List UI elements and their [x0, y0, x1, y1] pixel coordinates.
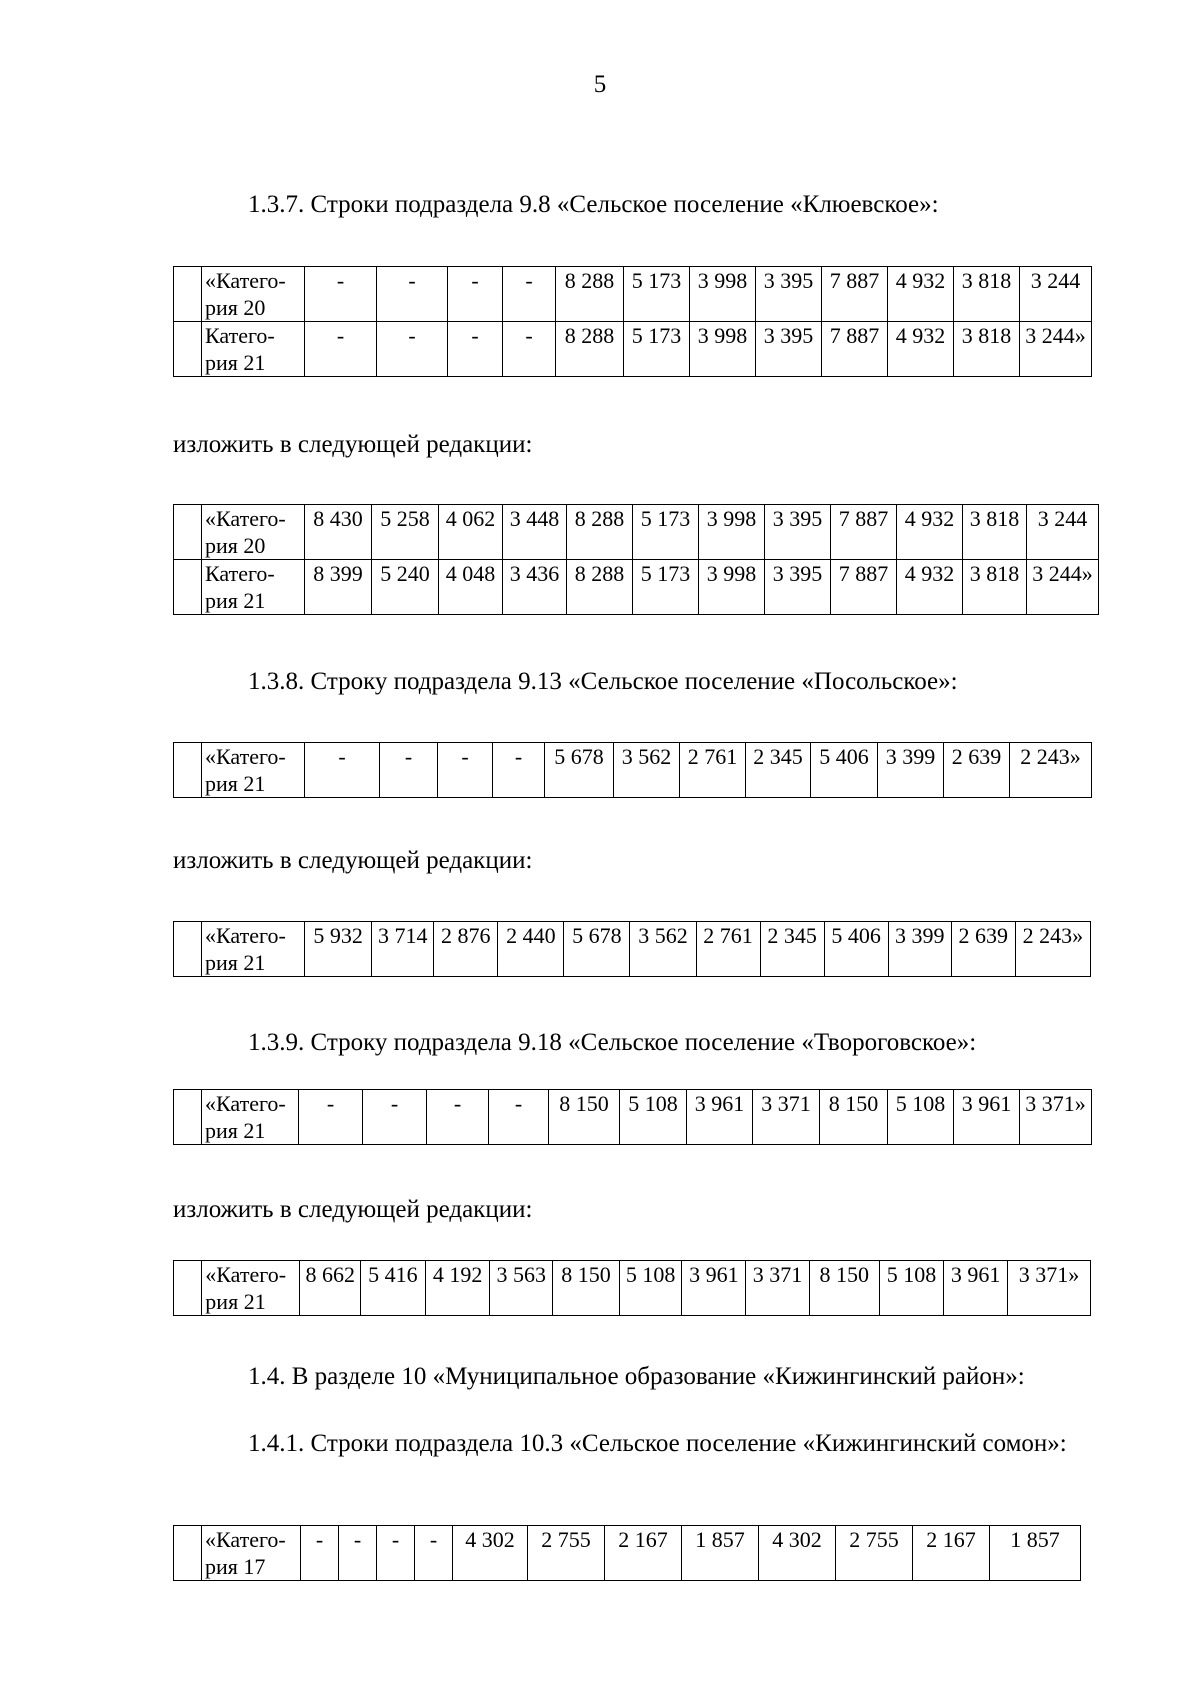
value-cell: 5 173 [633, 505, 699, 560]
value-cell: 3 395 [756, 322, 822, 377]
table-body [174, 1090, 1092, 1145]
value-cell: 1 857 [990, 1526, 1081, 1581]
section-heading-1-3-9: 1.3.9. Строку подраздела 9.18 «Сельское поселение «Твороговское»: [248, 1029, 977, 1056]
value-cell: 2 440 [498, 922, 564, 977]
value-cell: 8 288 [556, 267, 624, 322]
table-row [174, 560, 1099, 615]
value-cell: 2 345 [746, 743, 811, 798]
value-cell: - [380, 743, 438, 798]
value-cell: 3 961 [687, 1090, 753, 1145]
section-heading-1-3-7: 1.3.7. Строки подраздела 9.8 «Сельское поселение «Клюевское»: [248, 191, 939, 218]
value-cell: 2 761 [696, 922, 760, 977]
value-cell: 4 048 [439, 560, 503, 615]
value-cell: - [503, 267, 556, 322]
blank-cell [174, 505, 202, 560]
value-cell: - [377, 1526, 415, 1581]
value-cell: - [489, 1090, 549, 1145]
value-cell: - [305, 322, 377, 377]
value-cell: 3 961 [954, 1090, 1020, 1145]
value-cell: - [448, 267, 503, 322]
category-label-line: «Катего- [205, 1262, 287, 1287]
section-heading-1-3-8: 1.3.8. Строку подраздела 9.13 «Сельское поселение «Посольское»: [248, 668, 958, 695]
value-cell: 3 961 [682, 1261, 746, 1316]
table-body [174, 1261, 1091, 1316]
value-cell: 8 150 [809, 1261, 879, 1316]
category-label-line: рия 17 [205, 1554, 266, 1579]
value-cell: 3 998 [690, 322, 756, 377]
value-cell: - [377, 267, 448, 322]
table-row [174, 743, 1092, 798]
value-cell: 3 714 [372, 922, 434, 977]
value-cell: 5 678 [545, 743, 614, 798]
blank-cell [174, 560, 202, 615]
value-cell: 3 371» [1008, 1261, 1091, 1316]
value-cell: 3 371 [753, 1090, 820, 1145]
category-label-cell [202, 1526, 301, 1581]
value-cell: 8 430 [305, 505, 372, 560]
table-body [174, 267, 1092, 377]
value-cell: 3 371 [746, 1261, 810, 1316]
blank-cell [174, 1090, 202, 1145]
replace-instruction: изложить в следующей редакции: [173, 847, 533, 874]
category-label-line: «Катего- [205, 923, 286, 948]
value-cell: 2 755 [836, 1526, 913, 1581]
category-label-cell [202, 322, 305, 377]
category-label-line: рия 21 [205, 1118, 266, 1143]
table-1-3-8-old [173, 742, 1092, 798]
value-cell: 7 887 [831, 505, 897, 560]
value-cell: 3 395 [765, 560, 831, 615]
value-cell: 5 240 [372, 560, 439, 615]
blank-cell [174, 922, 202, 977]
value-cell: 2 243» [1010, 743, 1092, 798]
value-cell: 5 258 [372, 505, 439, 560]
table-1-3-9-new [173, 1260, 1091, 1316]
table-row [174, 322, 1092, 377]
value-cell: 3 563 [490, 1261, 553, 1316]
value-cell: - [377, 322, 448, 377]
value-cell: 2 876 [434, 922, 498, 977]
category-label-cell [202, 1261, 300, 1316]
table-body [174, 743, 1092, 798]
value-cell: 5 108 [888, 1090, 954, 1145]
value-cell: 3 562 [614, 743, 680, 798]
value-cell: - [427, 1090, 489, 1145]
replace-instruction: изложить в следующей редакции: [173, 1196, 533, 1223]
value-cell: 5 932 [305, 922, 372, 977]
table-row [174, 267, 1092, 322]
table-row [174, 1090, 1092, 1145]
value-cell: 7 887 [831, 560, 897, 615]
value-cell: 2 167 [913, 1526, 990, 1581]
value-cell: 8 150 [553, 1261, 620, 1316]
paragraph-1-4-1: 1.4.1. Строки подраздела 10.3 «Сельское поселение «Кижингинский сомон»: [248, 1430, 1067, 1457]
value-cell: - [301, 1526, 339, 1581]
value-cell: 3 998 [690, 267, 756, 322]
value-cell: 7 887 [822, 322, 888, 377]
value-cell: - [503, 322, 556, 377]
category-label-line: Катего- [205, 561, 275, 586]
table-body [174, 505, 1099, 615]
value-cell: 5 108 [619, 1261, 682, 1316]
value-cell: 7 887 [822, 267, 888, 322]
category-label-line: «Катего- [205, 268, 286, 293]
category-label-line: «Катего- [205, 1527, 286, 1552]
category-label-line: рия 21 [205, 350, 266, 375]
table-1-3-9-old [173, 1089, 1092, 1145]
value-cell: 4 932 [897, 560, 963, 615]
value-cell: 2 639 [951, 922, 1015, 977]
blank-cell [174, 267, 202, 322]
value-cell: 8 662 [300, 1261, 361, 1316]
category-label-line: рия 21 [205, 588, 266, 613]
value-cell: 4 062 [439, 505, 503, 560]
category-label-line: рия 21 [205, 950, 266, 975]
value-cell: 3 998 [699, 560, 765, 615]
value-cell: 2 167 [605, 1526, 682, 1581]
value-cell: - [305, 743, 380, 798]
category-label-line: «Катего- [205, 1091, 286, 1116]
value-cell: 3 961 [944, 1261, 1008, 1316]
table-1-3-8-new [173, 921, 1091, 977]
value-cell: 5 173 [624, 322, 690, 377]
value-cell: 8 150 [820, 1090, 888, 1145]
table-row [174, 1261, 1091, 1316]
value-cell: 3 371» [1020, 1090, 1092, 1145]
value-cell: - [415, 1526, 453, 1581]
category-label-line: рия 21 [205, 1289, 266, 1314]
replace-instruction: изложить в следующей редакции: [173, 431, 533, 458]
value-cell: 3 818 [963, 560, 1027, 615]
value-cell: 3 818 [954, 322, 1020, 377]
category-label-cell [202, 1090, 299, 1145]
category-label-line: «Катего- [205, 744, 286, 769]
value-cell: - [363, 1090, 427, 1145]
value-cell: 3 244 [1020, 267, 1092, 322]
value-cell: 3 244» [1020, 322, 1092, 377]
value-cell: - [448, 322, 503, 377]
page-number: 5 [593, 71, 607, 98]
value-cell: 4 932 [897, 505, 963, 560]
value-cell: 3 395 [756, 267, 822, 322]
value-cell: 5 406 [811, 743, 878, 798]
value-cell: 4 302 [453, 1526, 528, 1581]
value-cell: 5 108 [620, 1090, 687, 1145]
table-row [174, 1526, 1081, 1581]
value-cell: 8 288 [567, 505, 633, 560]
value-cell: 3 998 [699, 505, 765, 560]
category-label-line: «Катего- [205, 506, 286, 531]
value-cell: 8 150 [549, 1090, 620, 1145]
paragraph-1-4: 1.4. В разделе 10 «Муниципальное образование «Кижингинский район»: [248, 1363, 1025, 1390]
value-cell: 3 399 [888, 922, 951, 977]
table-1-4-1-old [173, 1525, 1081, 1581]
table-body [174, 922, 1091, 977]
value-cell: 2 243» [1015, 922, 1090, 977]
blank-cell [174, 322, 202, 377]
value-cell: 5 678 [564, 922, 630, 977]
category-label-cell [202, 267, 305, 322]
value-cell: 3 818 [963, 505, 1027, 560]
value-cell: - [493, 743, 545, 798]
blank-cell [174, 743, 202, 798]
value-cell: - [305, 267, 377, 322]
value-cell: 3 399 [878, 743, 944, 798]
category-label-cell [202, 743, 305, 798]
category-label-line: рия 21 [205, 771, 266, 796]
value-cell: 4 932 [888, 267, 954, 322]
value-cell: 8 399 [305, 560, 372, 615]
table-body [174, 1526, 1081, 1581]
value-cell: - [299, 1090, 363, 1145]
value-cell: 5 416 [361, 1261, 426, 1316]
value-cell: 5 406 [824, 922, 888, 977]
value-cell: 5 173 [624, 267, 690, 322]
category-label-line: Катего- [205, 323, 275, 348]
value-cell: 3 436 [503, 560, 567, 615]
table-1-3-7-new [173, 504, 1099, 615]
table-row [174, 922, 1091, 977]
value-cell: 3 395 [765, 505, 831, 560]
value-cell: 4 302 [759, 1526, 836, 1581]
value-cell: 3 244» [1027, 560, 1099, 615]
value-cell: 5 173 [633, 560, 699, 615]
value-cell: 5 108 [879, 1261, 944, 1316]
value-cell: 2 639 [944, 743, 1010, 798]
category-label-cell [202, 505, 305, 560]
value-cell: 3 244 [1027, 505, 1099, 560]
category-label-line: рия 20 [205, 295, 266, 320]
value-cell: 2 761 [680, 743, 746, 798]
category-label-line: рия 20 [205, 533, 266, 558]
value-cell: 3 448 [503, 505, 567, 560]
table-row [174, 505, 1099, 560]
blank-cell [174, 1261, 202, 1316]
value-cell: 4 932 [888, 322, 954, 377]
value-cell: 2 755 [528, 1526, 605, 1581]
blank-cell [174, 1526, 202, 1581]
value-cell: 8 288 [556, 322, 624, 377]
value-cell: 3 562 [630, 922, 696, 977]
value-cell: - [339, 1526, 377, 1581]
category-label-cell [202, 922, 305, 977]
category-label-cell [202, 560, 305, 615]
value-cell: 2 345 [760, 922, 824, 977]
value-cell: 3 818 [954, 267, 1020, 322]
value-cell: - [438, 743, 493, 798]
table-1-3-7-old [173, 266, 1092, 377]
value-cell: 4 192 [425, 1261, 490, 1316]
value-cell: 8 288 [567, 560, 633, 615]
value-cell: 1 857 [682, 1526, 759, 1581]
